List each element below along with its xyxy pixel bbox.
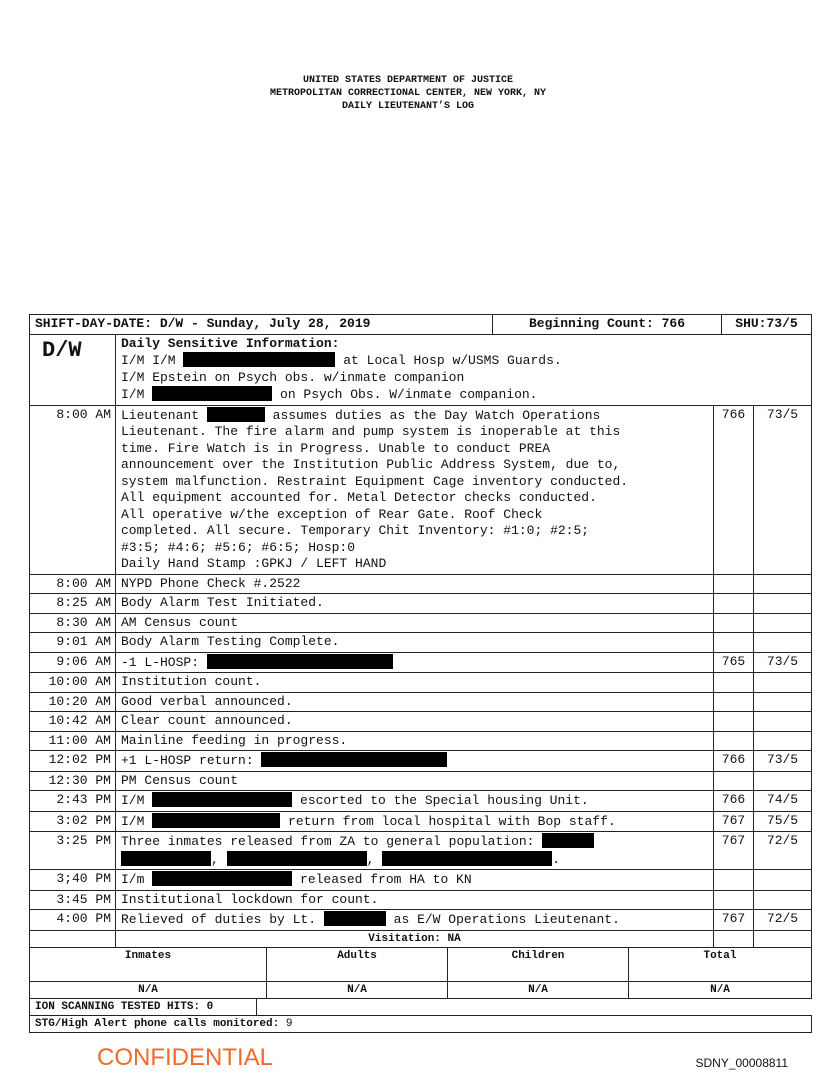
log-entry bbox=[30, 652, 812, 673]
entry-time: 8:25 AM bbox=[30, 594, 116, 614]
log-entry bbox=[30, 613, 812, 633]
sensitive-line1-post: at Local Hosp w/USMS Guards. bbox=[343, 353, 562, 368]
entry-line: announcement over the Institution Public Address System, due to, bbox=[121, 457, 621, 472]
separator: , bbox=[366, 851, 375, 867]
entry-shu bbox=[754, 731, 812, 751]
log-entry bbox=[30, 731, 812, 751]
log-entry bbox=[30, 832, 812, 870]
log-entry bbox=[30, 890, 812, 910]
entry-time: 9:06 AM bbox=[30, 652, 116, 673]
entry-count bbox=[714, 633, 754, 653]
entry-shu bbox=[754, 870, 812, 891]
visitation-value-total: N/A bbox=[629, 981, 812, 998]
entry-shu bbox=[754, 692, 812, 712]
entry-count: 767 bbox=[714, 910, 754, 931]
entry-shu: 73/5 bbox=[754, 652, 812, 673]
visitation-header-children: Children bbox=[448, 947, 629, 981]
entry-time: 8:00 AM bbox=[30, 574, 116, 594]
entry-line: All equipment accounted for. Metal Detector checks conducted. bbox=[121, 490, 597, 505]
visitation-header-total: Total bbox=[629, 947, 812, 981]
log-entry bbox=[30, 910, 812, 931]
entry-shu bbox=[754, 633, 812, 653]
visitation-value-inmates: N/A bbox=[30, 981, 267, 998]
entry-text: AM Census count bbox=[116, 613, 714, 633]
entry-count: 766 bbox=[714, 405, 754, 574]
redaction bbox=[542, 833, 594, 848]
header-line-2: METROPOLITAN CORRECTIONAL CENTER, NEW YORK, NY bbox=[269, 88, 547, 99]
entry-count bbox=[714, 731, 754, 751]
log-entry bbox=[30, 791, 812, 812]
redaction bbox=[382, 851, 552, 866]
entry-shu bbox=[754, 673, 812, 693]
entry-count bbox=[714, 613, 754, 633]
entry-count bbox=[714, 870, 754, 891]
log-table bbox=[29, 314, 812, 1033]
entry-count bbox=[714, 574, 754, 594]
sensitive-line2: I/M Epstein on Psych obs. w/inmate companion bbox=[121, 369, 465, 385]
log-entry bbox=[30, 771, 812, 791]
entry-time: 8:30 AM bbox=[30, 613, 116, 633]
redaction bbox=[152, 792, 292, 807]
entry-line: Lieutenant. The fire alarm and pump system is inoperable at this bbox=[121, 424, 621, 439]
entry-text-pre: I/M bbox=[121, 793, 145, 808]
entry-time: 9:01 AM bbox=[30, 633, 116, 653]
entry-shu bbox=[754, 594, 812, 614]
shu-count: SHU:73/5 bbox=[735, 316, 798, 331]
beginning-count: Beginning Count: 766 bbox=[493, 315, 722, 334]
entry-text-pre: Lieutenant bbox=[121, 407, 200, 423]
redaction bbox=[324, 911, 386, 926]
entry-time: 3;40 PM bbox=[30, 870, 116, 891]
shift-code: D/W bbox=[30, 334, 116, 405]
entry-time: 3:25 PM bbox=[30, 832, 116, 870]
entry-line: time. Fire Watch is in Progress. Unable to conduct PREA bbox=[121, 440, 551, 456]
redaction bbox=[207, 654, 393, 669]
redaction bbox=[227, 851, 367, 866]
log-entry bbox=[30, 751, 812, 772]
entry-shu: 72/5 bbox=[754, 832, 812, 870]
log-entry bbox=[30, 594, 812, 614]
shift-row bbox=[30, 315, 812, 335]
sensitive-line3-post: on Psych Obs. W/inmate companion. bbox=[280, 387, 538, 402]
entry-text: Body Alarm Testing Complete. bbox=[116, 633, 714, 653]
entry-text: Institutional lockdown for count. bbox=[116, 890, 714, 910]
entry-text: Body Alarm Test Initiated. bbox=[116, 594, 714, 614]
entry-shu: 74/5 bbox=[754, 791, 812, 812]
entry-text-pre: I/M bbox=[121, 813, 145, 829]
log-entry bbox=[30, 712, 812, 732]
entry-time: 10:42 AM bbox=[30, 712, 116, 732]
entry-text: Institution count. bbox=[116, 673, 714, 693]
entry-time: 2:43 PM bbox=[30, 791, 116, 812]
log-entry bbox=[30, 692, 812, 712]
entry-shu bbox=[754, 574, 812, 594]
entry-line: system malfunction. Restraint Equipment Cage inventory conducted. bbox=[121, 473, 629, 489]
footer-table bbox=[29, 998, 812, 1033]
entry-time: 8:00 AM bbox=[30, 405, 116, 574]
shift-day-date: SHIFT-DAY-DATE: D/W - Sunday, July 28, 2019 bbox=[30, 315, 493, 334]
confidential-stamp: CONFIDENTIAL bbox=[97, 1044, 274, 1071]
entry-text: -1 L-HOSP: bbox=[121, 654, 200, 670]
redaction bbox=[152, 813, 280, 828]
visitation-value-adults: N/A bbox=[267, 981, 448, 998]
entry-time: 10:00 AM bbox=[30, 673, 116, 693]
separator: , bbox=[211, 851, 219, 867]
entry-count bbox=[714, 673, 754, 693]
header-line-3: DAILY LIEUTENANT’S LOG bbox=[341, 101, 475, 112]
entry-text-post: assumes duties as the Day Watch Operations bbox=[272, 407, 601, 423]
terminator: . bbox=[552, 851, 561, 867]
entry-shu bbox=[754, 712, 812, 732]
log-entry bbox=[30, 405, 812, 574]
entry-text: NYPD Phone Check #.2522 bbox=[116, 574, 714, 594]
entry-shu: 73/5 bbox=[754, 751, 812, 772]
entry-time: 4:00 PM bbox=[30, 910, 116, 931]
entry-count: 766 bbox=[714, 751, 754, 772]
entry-text: +1 L-HOSP return: bbox=[121, 753, 254, 768]
entry-time: 3:45 PM bbox=[30, 890, 116, 910]
entry-text-post: released from HA to KN bbox=[300, 872, 472, 887]
sensitive-title: Daily Sensitive Information: bbox=[121, 335, 340, 351]
entry-count: 765 bbox=[714, 652, 754, 673]
redaction bbox=[261, 752, 447, 767]
bates-number: SDNY_00008811 bbox=[695, 1056, 788, 1070]
entry-text: Three inmates released from ZA to general population: bbox=[121, 834, 535, 849]
redaction bbox=[152, 871, 292, 886]
entry-shu: 75/5 bbox=[754, 811, 812, 832]
entry-time: 12:30 PM bbox=[30, 771, 116, 791]
entry-text: Mainline feeding in progress. bbox=[116, 731, 714, 751]
entry-line: Daily Hand Stamp :GPKJ / LEFT HAND bbox=[121, 556, 387, 571]
entry-text: PM Census count bbox=[116, 771, 714, 791]
entry-count bbox=[714, 692, 754, 712]
entry-count: 767 bbox=[714, 811, 754, 832]
entry-line: #3:5; #4:6; #5:6; #6:5; Hosp:0 bbox=[121, 539, 356, 555]
visitation-header-inmates: Inmates bbox=[30, 947, 267, 981]
log-entry bbox=[30, 811, 812, 832]
header-line-1: UNITED STATES DEPARTMENT OF JUSTICE bbox=[302, 75, 514, 86]
entry-shu: 73/5 bbox=[754, 405, 812, 574]
entry-line: All operative w/the exception of Rear Gate. Roof Check bbox=[121, 506, 543, 522]
log-entry bbox=[30, 673, 812, 693]
visitation-table bbox=[29, 947, 812, 999]
entry-time: 3:02 PM bbox=[30, 811, 116, 832]
redaction bbox=[183, 352, 335, 367]
entry-shu bbox=[754, 771, 812, 791]
entry-count bbox=[714, 890, 754, 910]
entry-count bbox=[714, 594, 754, 614]
entry-count: 767 bbox=[714, 832, 754, 870]
visitation-header-adults: Adults bbox=[267, 947, 448, 981]
redaction bbox=[207, 407, 265, 422]
ion-scanning: ION SCANNING TESTED HITS: 0 bbox=[30, 998, 257, 1015]
entry-time: 12:02 PM bbox=[30, 751, 116, 772]
entry-time: 11:00 AM bbox=[30, 731, 116, 751]
entry-text-post: return from local hospital with Bop staff. bbox=[288, 813, 616, 829]
stg-label: STG/High Alert phone calls monitored: bbox=[35, 1017, 280, 1030]
entry-line: completed. All secure. Temporary Chit Inventory: #1:0; #2:5; bbox=[121, 523, 590, 538]
stg-value: 9 bbox=[285, 1017, 293, 1030]
sensitive-info-row bbox=[30, 334, 812, 405]
entry-count bbox=[714, 771, 754, 791]
sensitive-line3-pre: I/M bbox=[121, 387, 145, 402]
entry-text-post: as E/W Operations Lieutenant. bbox=[393, 912, 620, 927]
entry-count bbox=[714, 712, 754, 732]
entry-shu bbox=[754, 890, 812, 910]
visitation-label: Visitation: NA bbox=[116, 930, 714, 947]
log-entry bbox=[30, 870, 812, 891]
entry-text: Good verbal announced. bbox=[116, 692, 714, 712]
entry-text-pre: I/m bbox=[121, 872, 145, 887]
log-entry bbox=[30, 574, 812, 594]
redaction bbox=[152, 386, 272, 401]
redaction bbox=[121, 851, 211, 866]
visitation-value-children: N/A bbox=[448, 981, 629, 998]
visitation-row bbox=[30, 930, 812, 947]
sensitive-line1-pre: I/M I/M bbox=[121, 353, 176, 368]
entry-shu bbox=[754, 613, 812, 633]
log-entry bbox=[30, 633, 812, 653]
entry-text-pre: Relieved of duties by Lt. bbox=[121, 912, 317, 927]
entry-count: 766 bbox=[714, 791, 754, 812]
document-header bbox=[0, 74, 816, 113]
entry-time: 10:20 AM bbox=[30, 692, 116, 712]
entry-text: Clear count announced. bbox=[116, 712, 714, 732]
entry-text-post: escorted to the Special housing Unit. bbox=[300, 793, 589, 808]
entry-shu: 72/5 bbox=[754, 910, 812, 931]
